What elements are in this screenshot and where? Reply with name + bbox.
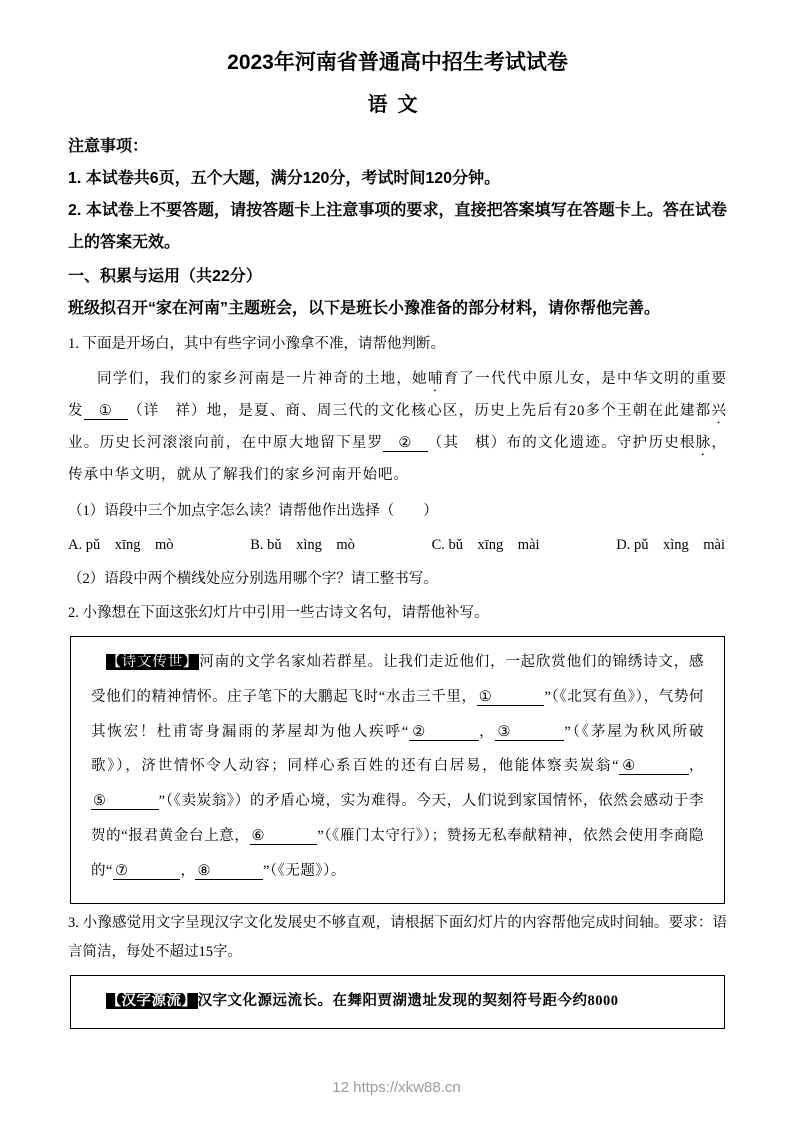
option-c: C. bǔ xīng mài	[431, 536, 540, 553]
text-run: ，传承中华文明，就从了解我们的家乡河南开始吧。	[68, 435, 728, 484]
slide-label: 【汉字源流】	[106, 992, 197, 1009]
blank-field: ②	[383, 435, 427, 452]
text-run: ”（《无题》）。	[262, 862, 346, 879]
blank-field: ⑤	[91, 793, 159, 810]
section-1-intro: 班级拟召开“家在河南”主题班会，以下是班长小豫准备的部分材料，请你帮他完善。	[68, 300, 661, 318]
footer-watermark: 12 https://xkw88.cn	[332, 1079, 461, 1096]
blank-field: ①	[84, 403, 128, 420]
text-run: ”（《茅屋为秋风所破歌》），济世情怀令人动容；同样心系百姓的还有白居易，他能体察卖炭翁“	[91, 723, 705, 775]
text-run: 业。历史长河滚滚向前，在中原大地留下星罗	[68, 435, 384, 452]
text-run: 育了一代代中原儿女，是中华文明的重要发	[68, 371, 728, 420]
text-run: ，	[479, 723, 496, 740]
exam-subject: 语文	[367, 94, 428, 117]
blank-field: ④	[619, 758, 689, 775]
question-1-options	[68, 531, 727, 560]
emphasized-char: 兴	[711, 403, 728, 420]
notice-heading: 注意事项：	[68, 138, 149, 156]
slide-box-poetry-text	[91, 645, 704, 889]
text-run: （其 棋）布的文化遗迹。守护历史根	[427, 435, 696, 452]
question-2-stem: 2. 小豫想在下面这张幻灯片中引用一些古诗文名句，请帮他补写。	[68, 604, 489, 621]
emphasized-char: 哺	[427, 371, 444, 388]
notice-item-2: 2. 本试卷上不要答题，请按答题卡上注意事项的要求，直接把答案填写在答题卡上。答在试卷上的答案无效。	[68, 202, 727, 252]
text-run: ，	[689, 758, 705, 775]
section-1-heading: 一、积累与运用（共22分）	[68, 268, 262, 286]
text-run: ”（《雁门太守行》）；赞扬无私奉献精神，依然会使用李商隐的“	[91, 827, 705, 879]
notice-item-1: 1. 本试卷共6页，五个大题，满分120分，考试时间120分钟。	[68, 170, 501, 188]
blank-field: ①	[477, 689, 545, 706]
text-run: ”（《卖炭翁》）的矛盾心境，实为难得。今天，人们说到家国情怀，依然会感动于李贺的“报君黄金台上意，	[91, 793, 704, 844]
blank-field: ⑦	[113, 863, 181, 880]
blank-field: ③	[495, 724, 564, 741]
slide-box-hanzi-text	[91, 984, 704, 1019]
text-run: ”（《北冥有鱼》），气势何其恢宏！杜甫寄身漏雨的茅屋却为他人疾呼“	[91, 688, 705, 740]
text-run: 河南的文学名家灿若群星。让我们走近他们，一起欣赏他们的锦绣诗文，感受他们的精神情怀。庄子笔下的大鹏起飞时“水击三千里，	[91, 653, 705, 705]
slide-box-poetry	[70, 636, 725, 904]
question-1-sub-2: （2）语段中两个横线处应分别选用哪个字？请工整书写。	[68, 570, 438, 587]
emphasized-char: 脉	[695, 435, 712, 452]
text-run: 汉字文化源远流长。在舞阳贾湖遗址发现的契刻符号距今约8000	[197, 992, 619, 1009]
page-footer	[0, 1079, 793, 1096]
slide-label: 【诗文传世】	[106, 653, 199, 670]
option-a: A. pǔ xīng mò	[68, 536, 174, 553]
exam-title: 2023年河南省普通高中招生考试试卷	[227, 51, 568, 74]
question-1-sub-1: （1）语段中三个加点字怎么读？请帮他作出选择（ ）	[68, 502, 438, 519]
blank-field: ②	[409, 724, 479, 741]
slide-box-hanzi	[70, 975, 725, 1030]
option-b: B. bǔ xìng mò	[250, 536, 355, 553]
text-run: ，	[180, 862, 196, 879]
question-3-stem: 3. 小豫感觉用文字呈现汉字文化发展史不够直观，请根据下面幻灯片的内容帮他完成时间轴。要求：语言简洁，每处不超过15字。	[68, 914, 727, 960]
text-run: （详 祥）地，是夏、商、周三代的文化核心区，历史上先后有20多个王朝在此建都	[128, 403, 712, 420]
question-1-stem: 1. 下面是开场白，其中有些字词小豫拿不准，请帮他判断。	[68, 336, 445, 353]
text-run: 同学们，我们的家乡河南是一片神奇的土地，她	[97, 371, 428, 388]
blank-field: ⑥	[250, 828, 318, 845]
blank-field: ⑧	[195, 863, 263, 880]
option-d: D. pǔ xìng mài	[616, 536, 725, 553]
question-1-passage	[68, 364, 727, 492]
